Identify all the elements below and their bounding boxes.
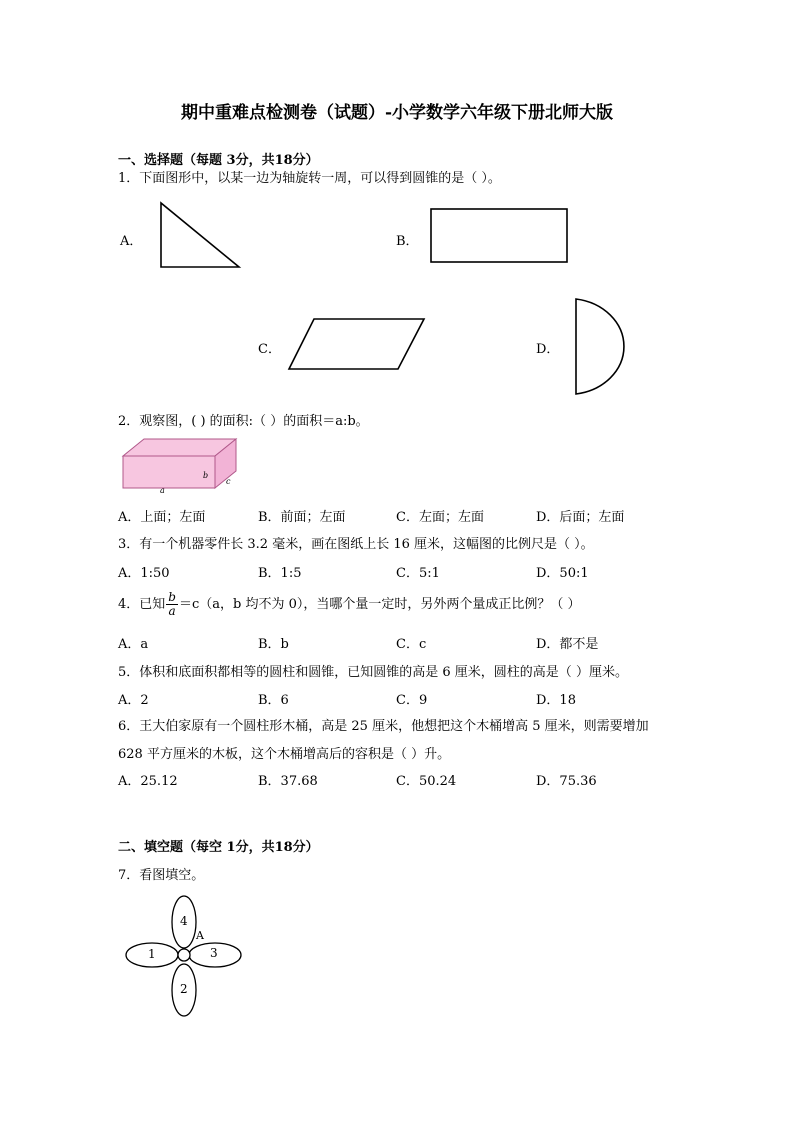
q2-option-c[interactable]: C．左面；左面 bbox=[396, 510, 484, 525]
page-title: 期中重难点检测卷（试题）-小学数学六年级下册北师大版 bbox=[180, 103, 614, 123]
q7-petal-top-label: 4 bbox=[180, 914, 188, 928]
q1-option-a-label[interactable]: A． bbox=[120, 234, 143, 249]
question-5-text: 5．体积和底面积都相等的圆柱和圆锥，已知圆锥的高是 6 厘米，圆柱的高是（ ）厘米。 bbox=[118, 665, 628, 680]
q4-prefix: 4．已知 bbox=[118, 597, 166, 612]
q1-option-b-label[interactable]: B． bbox=[396, 234, 419, 249]
q6-option-c[interactable]: C．50.24 bbox=[396, 774, 457, 789]
q2-figure-cuboid bbox=[120, 436, 240, 494]
q2-option-d[interactable]: D．后面；左面 bbox=[536, 510, 625, 525]
q4-option-c[interactable]: C．c bbox=[396, 637, 427, 652]
q3-option-b[interactable]: B．1:5 bbox=[258, 566, 302, 581]
q2-figure-label-b: b bbox=[203, 471, 209, 480]
q4-fraction bbox=[166, 591, 178, 618]
q2-figure-label-c: c bbox=[226, 477, 231, 486]
q6-option-a[interactable]: A．25.12 bbox=[118, 774, 178, 789]
question-6-line-1: 6．王大伯家原有一个圆柱形木桶，高是 25 厘米，他想把这个木桶增高 5 厘米，则需要增加 bbox=[118, 719, 649, 734]
q7-petal-left-label: 1 bbox=[148, 947, 156, 961]
question-4-text bbox=[118, 590, 581, 620]
q7-point-a-label: A bbox=[196, 929, 204, 942]
q4-fraction-numerator: b bbox=[168, 590, 176, 604]
q7-petal-right-label: 3 bbox=[210, 946, 218, 960]
q4-option-b[interactable]: B．b bbox=[258, 637, 289, 652]
question-2-text: 2．观察图，( ) 的面积:（ ）的面积＝a:b。 bbox=[118, 414, 369, 429]
q1-figure-semicircle bbox=[573, 297, 637, 397]
question-3-text: 3．有一个机器零件长 3.2 毫米，画在图纸上长 16 厘米，这幅图的比例尺是（ ）。 bbox=[118, 537, 594, 552]
q1-option-d-label[interactable]: D． bbox=[536, 342, 560, 357]
q7-petal-bottom-label: 2 bbox=[180, 982, 188, 996]
q1-option-c-label[interactable]: C． bbox=[258, 342, 281, 357]
q5-option-d[interactable]: D．18 bbox=[536, 693, 576, 708]
q6-option-b[interactable]: B．37.68 bbox=[258, 774, 318, 789]
q4-fraction-denominator: a bbox=[168, 604, 176, 618]
q3-option-a[interactable]: A．1:50 bbox=[118, 566, 170, 581]
q5-option-c[interactable]: C．9 bbox=[396, 693, 428, 708]
q1-figure-rectangle bbox=[429, 207, 569, 264]
q3-option-c[interactable]: C．5:1 bbox=[396, 566, 440, 581]
section-1-heading: 一、选择题（每题 3分，共18分） bbox=[118, 153, 319, 168]
q2-figure-label-a: a bbox=[160, 486, 165, 495]
q2-option-b[interactable]: B．前面；左面 bbox=[258, 510, 346, 525]
q4-suffix: ＝c（a，b 均不为 0），当哪个量一定时，另外两个量成正比例？（ ） bbox=[178, 597, 581, 612]
question-6-line-2: 628 平方厘米的木板，这个木桶增高后的容积是（ ）升。 bbox=[118, 747, 451, 762]
q2-option-a[interactable]: A．上面；左面 bbox=[118, 510, 206, 525]
q5-option-a[interactable]: A．2 bbox=[118, 693, 149, 708]
question-7-text: 7．看图填空。 bbox=[118, 868, 205, 883]
q5-option-b[interactable]: B．6 bbox=[258, 693, 289, 708]
question-1-text: 1．下面图形中，以某一边为轴旋转一周，可以得到圆锥的是（ ）。 bbox=[118, 171, 501, 186]
q1-figure-parallelogram bbox=[286, 317, 428, 371]
q4-option-a[interactable]: A．a bbox=[118, 637, 149, 652]
q6-option-d[interactable]: D．75.36 bbox=[536, 774, 597, 789]
q4-option-d[interactable]: D．都不是 bbox=[536, 637, 599, 652]
q3-option-d[interactable]: D．50:1 bbox=[536, 566, 589, 581]
q1-figure-triangle bbox=[158, 200, 242, 270]
section-2-heading: 二、填空题（每空 1分，共18分） bbox=[118, 840, 319, 855]
